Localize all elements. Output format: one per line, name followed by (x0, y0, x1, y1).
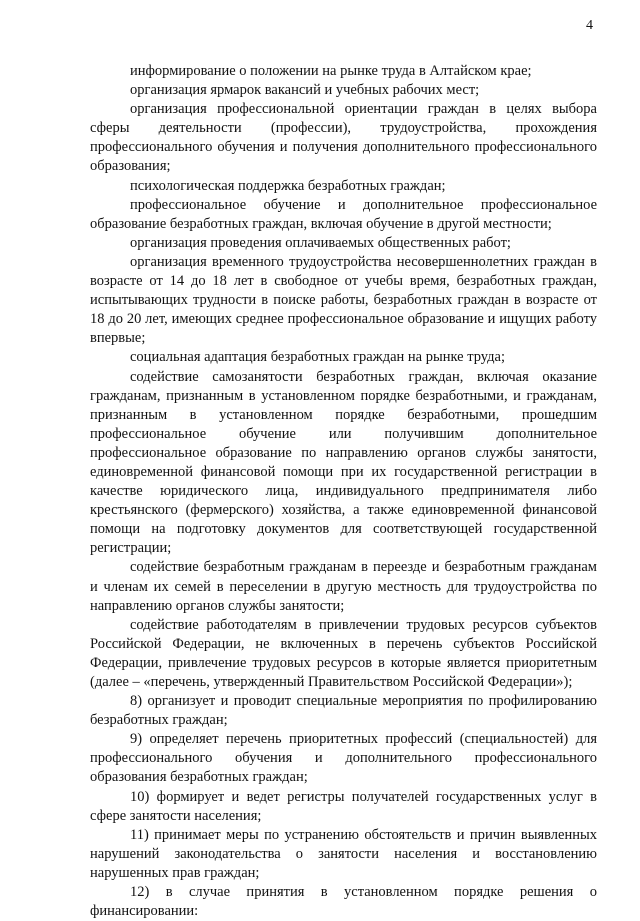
page-number: 4 (586, 18, 593, 33)
paragraph-item-11: 11) принимает меры по устранению обстоятельств и причин выявленных нарушений законодательства о занятости населения и восстановлению нарушенных прав граждан; (90, 826, 597, 881)
paragraph-1: информирование о положении на рынке труда в Алтайском крае; (130, 63, 532, 79)
paragraph-8: социальная адаптация безработных граждан на рынке труда; (130, 349, 505, 366)
document-body (90, 62, 597, 921)
paragraph-2: организация ярмарок вакансий и учебных рабочих мест; (130, 82, 480, 99)
paragraph-item-9: 9) определяет перечень приоритетных профессий (специальностей) для профессионального обучения и дополнительного профессионального образования безработных граждан; (90, 731, 597, 786)
paragraph-3: организация профессиональной ориентации граждан в целях выбора сферы деятельности (профессии), трудоустройства, прохождения профессионального обучения и получения дополнительного профессионального образования; (90, 101, 597, 175)
paragraph-11: содействие работодателям в привлечении трудовых ресурсов субъектов Российской Федерации, не включенных в перечень субъектов Российской Федерации, привлечение трудовых ресурсов в которые является приоритетным (далее – «перечень, утвержденный Правительством Российской Федерации»); (90, 616, 597, 690)
paragraph-4: психологическая поддержка безработных граждан; (130, 177, 446, 194)
paragraph-item-10: 10) формирует и ведет регистры получателей государственных услуг в сфере занятости населения; (90, 788, 597, 824)
paragraph-5: профессиональное обучение и дополнительное профессиональное образование безработных граждан, включая обучение в другой местности; (90, 196, 597, 232)
paragraph-7: организация временного трудоустройства несовершеннолетних граждан в возрасте от 14 до 18 лет в свободное от учебы время, безработных граждан, испытывающих трудности в поиске работы, безработных граждан в возрасте от 18 до 20 лет, имеющих среднее профессиональное образование и ищущих работу впервые; (90, 253, 597, 347)
paragraph-6: организация проведения оплачиваемых общественных работ; (130, 234, 511, 251)
paragraph-item-12: 12) в случае принятия в установленном порядке решения о финансировании: (90, 884, 597, 920)
paragraph-10: содействие безработным гражданам в переезде и безработным гражданам и членам их семей в переселении в другую местность для трудоустройства по направлению органов службы занятости; (90, 559, 597, 614)
paragraph-9: содействие самозанятости безработных граждан, включая оказание гражданам, признанным в установленном порядке безработными, и гражданам, признанным в установленном порядке безработными, прошедшим профессиональное обучение или получившим дополнительное профессиональное образование по направлению органов службы занятости, единовременной финансовой помощи при их государственной регистрации в качестве юридического лица, индивидуального предпринимателя либо крестьянского (фермерского) хозяйства, а также единовременной финансовой помощи на подготовку документов для соответствующей государственной регистрации; (90, 368, 597, 557)
paragraph-item-8: 8) организует и проводит специальные мероприятия по профилированию безработных граждан; (90, 693, 597, 729)
